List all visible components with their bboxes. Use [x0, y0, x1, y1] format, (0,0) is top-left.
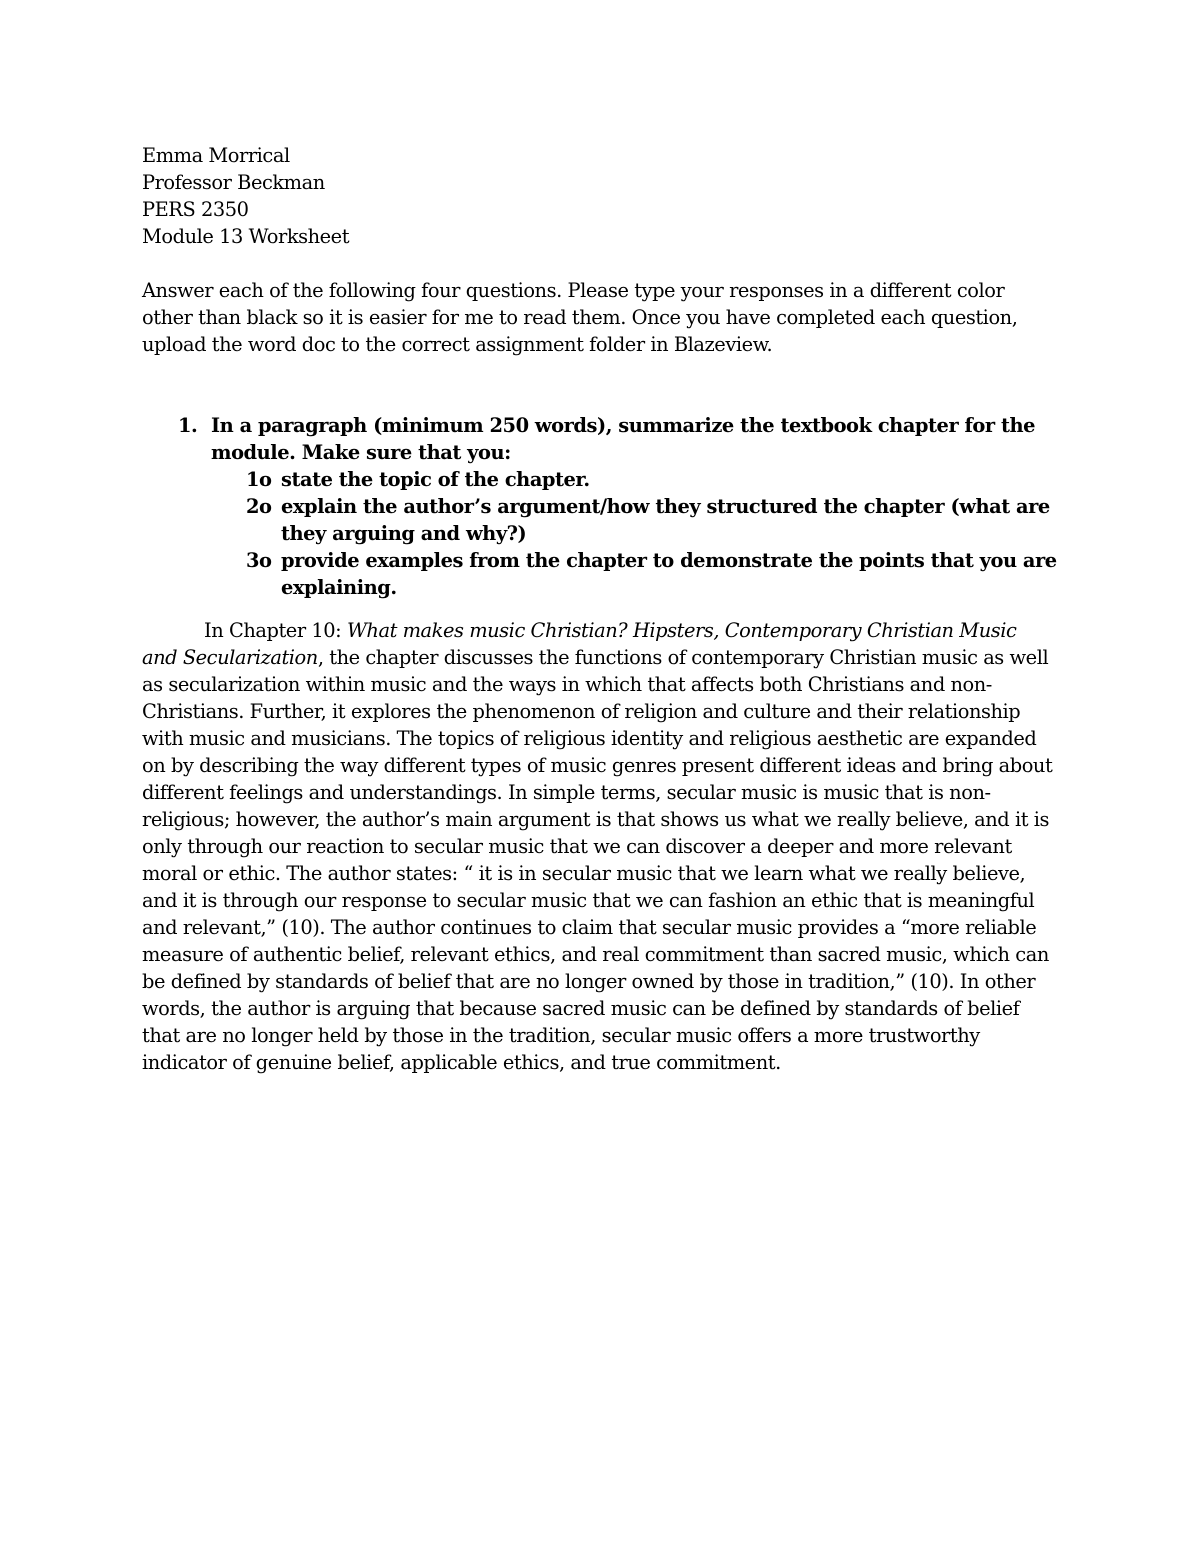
subitem-text: provide examples from the chapter to demonstrate the points that you are explaining.: [281, 549, 1057, 599]
question-number: 1.: [178, 414, 198, 437]
question-subitem: [142, 493, 1057, 547]
subitem-marker: 3o: [246, 549, 272, 572]
instructions-paragraph: Answer each of the following four questions. Please type your responses in a different color other than black so it is easier for me to read them. Once you have completed each question, upload the word doc to the correct assignment folder in Blazeview.: [142, 279, 1018, 356]
question-subitem: [142, 466, 1057, 493]
answer-lead: In Chapter 10:: [204, 619, 347, 642]
student-name: Emma Morrical: [142, 144, 290, 167]
document-body: [142, 142, 1057, 1095]
header-block: [142, 142, 1057, 250]
subitem-text: explain the author’s argument/how they structured the chapter (what are they arguing and why?): [281, 495, 1050, 545]
question-text: In a paragraph (minimum 250 words), summarize the textbook chapter for the module. Make sure that you:: [211, 414, 1035, 464]
subitem-marker: 2o: [246, 495, 272, 518]
course-code: PERS 2350: [142, 198, 249, 221]
answer-body: , the chapter discusses the functions of contemporary Christian music as well as secularization within music and the ways in which that affects both Christians and non-Christians. Further, it explores the phenomenon of religion and culture and their relationship with music and musicians. The topics of religious identity and religious aesthetic are expanded on by describing the way different types of music genres present different ideas and bring about different feelings and understandings. In simple terms, secular music is music that is non-religious; however, the author’s main argument is that shows us what we really believe, and it is only through our reaction to secular music that we can discover a deeper and more relevant moral or ethic. The author states: “ it is in secular music that we learn what we really believe, and it is through our response to secular music that we can fashion an ethic that is meaningful and relevant,” (10). The author continues to claim that secular music provides a “more reliable measure of authentic belief, relevant ethics, and real commitment than sacred music, which can be defined by standards of belief that are no longer owned by those in tradition,” (10). In other words, the author is arguing that because sacred music can be defined by standards of belief that are no longer held by those in the tradition, secular music offers a more trustworthy indicator of genuine belief, applicable ethics, and true commitment.: [142, 646, 1053, 1074]
subitem-marker: 1o: [246, 468, 272, 491]
question-1: [142, 412, 1057, 601]
question-subitem: [142, 547, 1057, 601]
question-prompt: [142, 412, 1057, 466]
professor-name: Professor Beckman: [142, 171, 325, 194]
subitem-text: state the topic of the chapter.: [281, 468, 590, 491]
chapter-title: What makes music Christian? Hipsters, Contemporary Christian Music and Secularization: [142, 619, 1017, 669]
assignment-title: Module 13 Worksheet: [142, 225, 350, 248]
answer-paragraph: [142, 617, 1057, 1076]
